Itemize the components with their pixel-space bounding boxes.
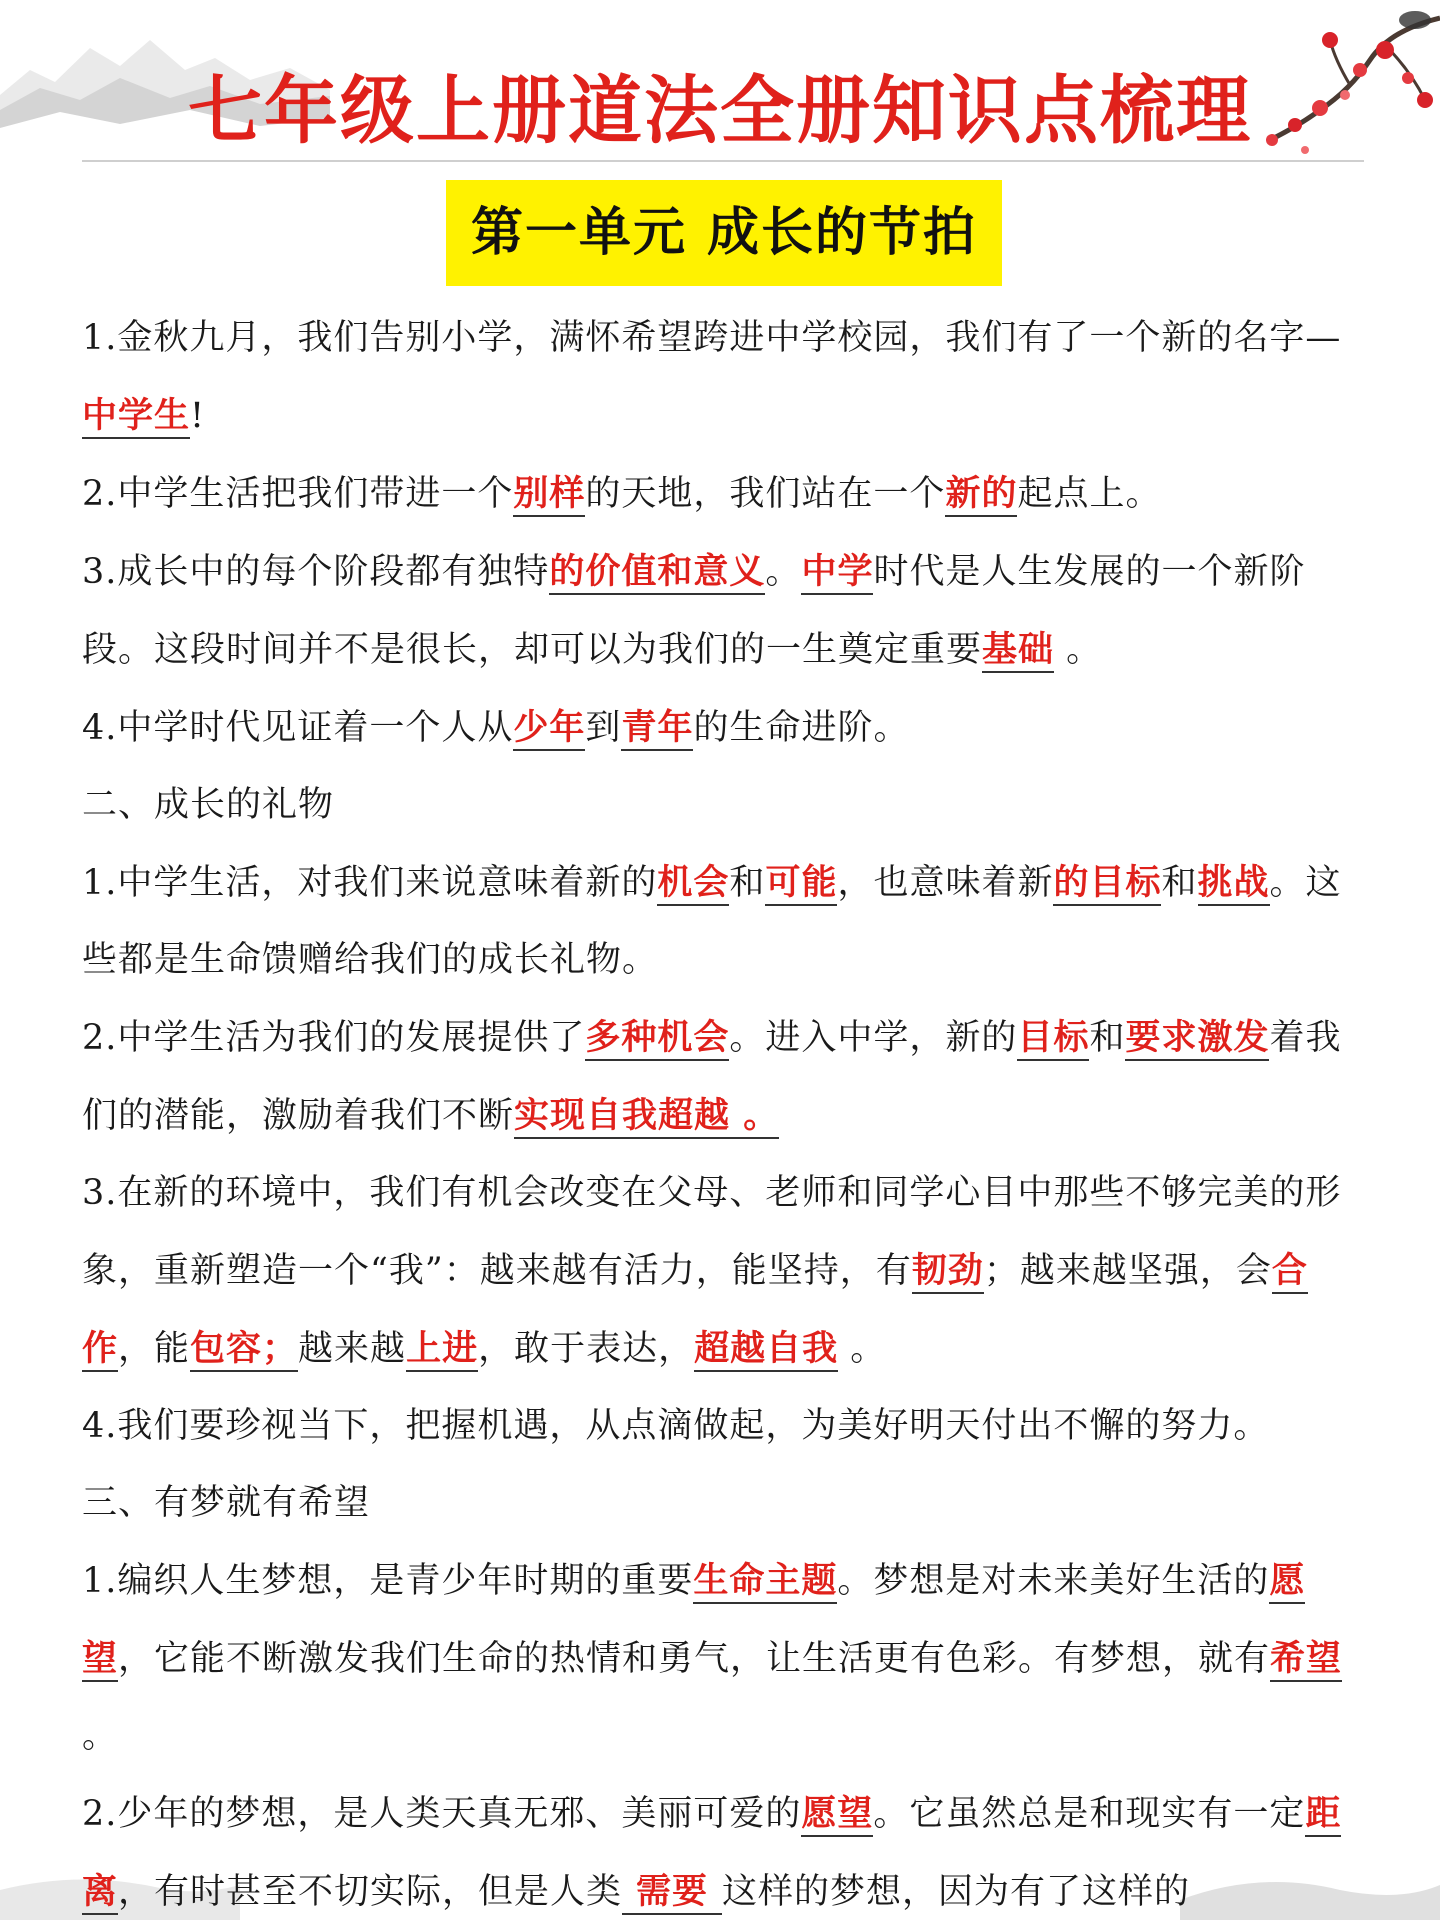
keyword: 生命主题 <box>693 1560 837 1604</box>
text: 4.中学时代见证着一个人从 <box>82 708 514 748</box>
text: ，敢于表达， <box>478 1329 695 1369</box>
text: ，它能不断激发我们生命的热情和勇气，让生活更有色彩。有梦想，就有 <box>118 1639 1271 1679</box>
s3-paragraph-2 <box>82 1775 1372 1931</box>
text: ；越来越坚强，会 <box>983 1251 1272 1291</box>
s2-paragraph-4 <box>82 1388 1372 1465</box>
keyword: 距离 <box>82 1793 1341 1915</box>
text: 1.中学生活，对我们来说意味着新的 <box>82 863 658 903</box>
s1-paragraph-3 <box>82 533 1372 689</box>
text: 。它虽然总是和现实有一定 <box>873 1794 1306 1834</box>
s3-paragraph-1 <box>82 1542 1372 1775</box>
keyword: 需要 <box>622 1871 722 1915</box>
s2-paragraph-3 <box>82 1155 1372 1388</box>
keyword: 实现自我超越 。 <box>514 1095 779 1139</box>
text: 。梦想是对未来美好生活的 <box>837 1561 1270 1601</box>
keyword: 包容； <box>190 1328 298 1372</box>
keyword: 别样 <box>513 473 585 517</box>
keyword: 基础 <box>982 629 1054 673</box>
title-divider <box>82 160 1364 162</box>
keyword: 青年 <box>621 707 693 751</box>
keyword: 的目标 <box>1053 862 1161 906</box>
section-heading-2: 二、成长的礼物 <box>82 785 335 825</box>
unit-title: 第一单元 成长的节拍 <box>446 180 1002 286</box>
text: 1.编织人生梦想，是青少年时期的重要 <box>82 1561 694 1601</box>
keyword: 多种机会 <box>585 1017 729 1061</box>
keyword: 少年 <box>513 707 585 751</box>
text: 。 <box>82 1716 119 1756</box>
keyword: 机会 <box>657 862 729 906</box>
text: 。 <box>838 1329 887 1369</box>
text: 和 <box>1089 1018 1126 1058</box>
text: 这样的梦想，因为有了这样的 <box>722 1872 1191 1912</box>
text: ，能 <box>118 1329 191 1369</box>
text: 3.成长中的每个阶段都有独特 <box>82 552 550 592</box>
keyword: 超越自我 <box>694 1328 838 1372</box>
keyword: 韧劲 <box>912 1250 984 1294</box>
text: 和 <box>729 863 766 903</box>
text: 。进入中学，新的 <box>729 1018 1018 1058</box>
text: 4.我们要珍视当下，把握机遇，从点滴做起，为美好明天付出不懈的努力。 <box>82 1406 1270 1446</box>
keyword: 的价值和意义 <box>549 551 765 595</box>
section-heading-3: 三、有梦就有希望 <box>82 1483 371 1523</box>
page-title: 七年级上册道法全册知识点梳理 <box>188 68 1252 154</box>
text: 2.中学生活把我们带进一个 <box>82 474 514 514</box>
keyword: 上进 <box>406 1328 478 1372</box>
text: 越来越 <box>298 1329 407 1369</box>
s1-paragraph-2 <box>82 455 1372 533</box>
keyword: 中学 <box>801 551 873 595</box>
text: 到 <box>585 708 622 748</box>
keyword: 合作 <box>82 1250 1308 1372</box>
text: 2.中学生活为我们的发展提供了 <box>82 1018 586 1058</box>
text: ，有时甚至不切实际，但是人类 <box>118 1872 623 1912</box>
s1-paragraph-4 <box>82 689 1372 767</box>
text: 3.在新的环境中，我们有机会改变在父母、老师和同学心目中那些不够完美的形象，重新塑造一个“我”：越来越有活力，能坚持，有 <box>82 1173 1342 1291</box>
text: 和 <box>1161 863 1198 903</box>
s2-paragraph-1 <box>82 844 1372 999</box>
text: ，也意味着新 <box>837 863 1054 903</box>
keyword: 可能 <box>765 862 837 906</box>
s2-paragraph-2 <box>82 999 1372 1155</box>
keyword: 希望 <box>1270 1638 1342 1682</box>
text: 的生命进阶。 <box>693 708 910 748</box>
content-body <box>82 300 1372 1931</box>
keyword: 挑战 <box>1198 862 1270 906</box>
text: 着我们的潜能，激励着我们不断 <box>82 1018 1342 1136</box>
keyword: 目标 <box>1017 1017 1089 1061</box>
text: 。这些都是生命馈赠给我们的成长礼物。 <box>82 863 1342 980</box>
text: 起点上。 <box>1017 474 1162 514</box>
keyword: 愿望 <box>82 1560 1305 1682</box>
keyword: 新的 <box>945 473 1017 517</box>
s1-paragraph-1 <box>82 300 1372 455</box>
keyword: 愿望 <box>801 1793 873 1837</box>
text: 时代是人生发展的一个新阶段。这段时间并不是很长，却可以为我们的一生奠定重要 <box>82 552 1306 670</box>
text: 1.金秋九月，我们告别小学，满怀希望跨进中学校园，我们有了一个新的名字— <box>82 318 1342 358</box>
keyword: 要求激发 <box>1125 1017 1269 1061</box>
text: ! <box>190 396 206 436</box>
text: 。 <box>1054 630 1103 670</box>
text: 。 <box>765 552 802 592</box>
text: 的天地，我们站在一个 <box>585 474 946 514</box>
text: 2.少年的梦想，是人类天真无邪、美丽可爱的 <box>82 1794 802 1834</box>
keyword: 中学生 <box>82 395 190 439</box>
